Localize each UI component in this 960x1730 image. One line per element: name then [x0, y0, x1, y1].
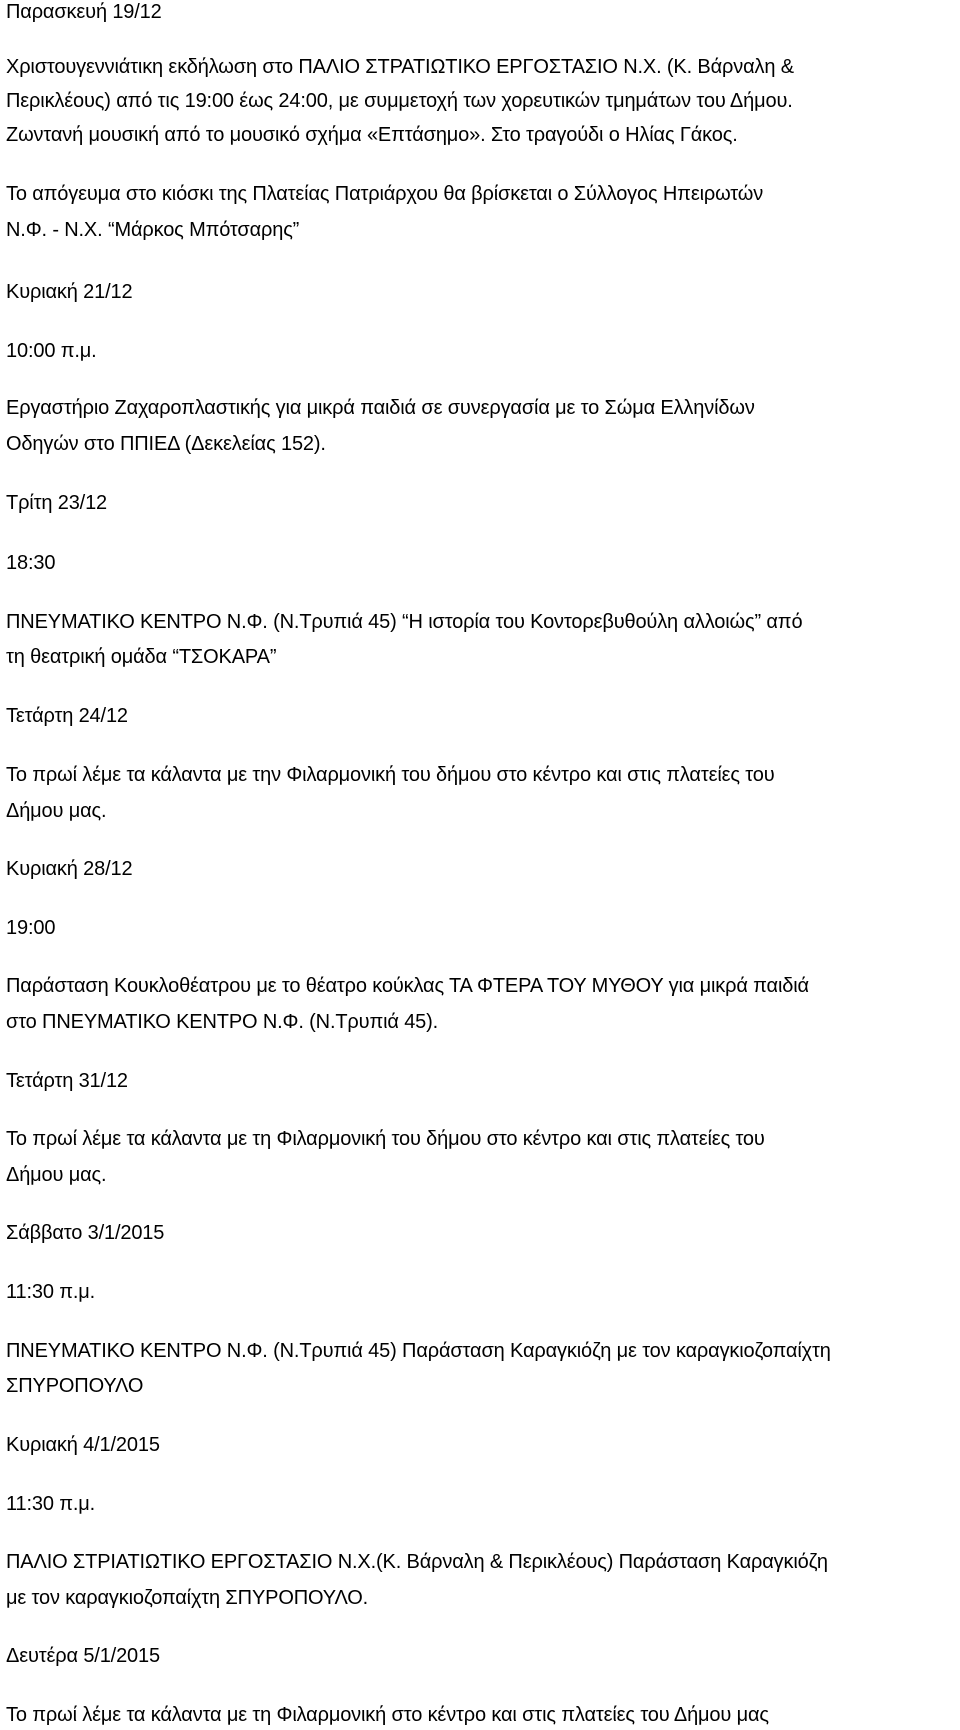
text-line: Εργαστήριο Ζαχαροπλαστικής για μικρά παιδιά σε συνεργασία με το Σώμα Ελληνίδων: [6, 397, 755, 419]
text-line: τη θεατρική ομάδα “ΤΣΟΚΑΡΑ”: [6, 646, 277, 668]
text-line: Το απόγευμα στο κιόσκι της Πλατείας Πατριάρχου θα βρίσκεται ο Σύλλογος Ηπειρωτών: [6, 183, 764, 205]
text-line: Τρίτη 23/12: [6, 492, 108, 514]
text-line: ΠΝΕΥΜΑΤΙΚΟ ΚΕΝΤΡΟ Ν.Φ. (Ν.Τρυπιά 45) Παράσταση Καραγκιόζη με τον καραγκιοζοπαίχτη: [6, 1340, 831, 1362]
text-line: 11:30 π.μ.: [6, 1493, 96, 1515]
text-line: Παράσταση Κουκλοθέατρου με το θέατρο κούκλας ΤΑ ΦΤΕΡΑ ΤΟΥ ΜΥΘΟΥ για μικρά παιδιά: [6, 975, 809, 997]
text-line: με τον καραγκιοζοπαίχτη ΣΠΥΡΟΠΟΥΛΟ.: [6, 1587, 369, 1609]
text-line: Δήμου μας.: [6, 1164, 107, 1186]
text-line: Κυριακή 4/1/2015: [6, 1434, 160, 1456]
text-line: ΠΝΕΥΜΑΤΙΚΟ ΚΕΝΤΡΟ Ν.Φ. (Ν.Τρυπιά 45) “Η ιστορία του Κοντορεβυθούλη αλλοιώς” από: [6, 611, 803, 633]
text-line: Παρασκευή 19/12: [6, 1, 162, 23]
text-line: Ν.Φ. - Ν.Χ. “Μάρκος Μπότσαρης”: [6, 219, 300, 241]
text-line: Το πρωί λέμε τα κάλαντα με τη Φιλαρμονική στο κέντρο και στις πλατείες του Δήμου μας: [6, 1704, 769, 1726]
text-line: 18:30: [6, 552, 56, 574]
text-line: Ζωντανή μουσική από το μουσικό σχήμα «Επτάσημο». Στο τραγούδι ο Ηλίας Γάκος.: [6, 124, 738, 146]
text-line: Τετάρτη 31/12: [6, 1070, 128, 1092]
text-line: Δήμου μας.: [6, 800, 107, 822]
text-line: στο ΠΝΕΥΜΑΤΙΚΟ ΚΕΝΤΡΟ Ν.Φ. (Ν.Τρυπιά 45).: [6, 1011, 439, 1033]
text-line: Περικλέους) από τις 19:00 έως 24:00, με συμμετοχή των χορευτικών τμημάτων του Δήμου.: [6, 90, 793, 112]
text-line: Δευτέρα 5/1/2015: [6, 1645, 160, 1667]
text-line: ΠΑΛΙΟ ΣΤΡΙΑΤΙΩΤΙΚΟ ΕΡΓΟΣΤΑΣΙΟ Ν.Χ.(Κ. Βάρναλη & Περικλέους) Παράσταση Καραγκιόζη: [6, 1551, 828, 1573]
text-line: Τετάρτη 24/12: [6, 705, 128, 727]
text-line: ΣΠΥΡΟΠΟΥΛΟ: [6, 1375, 144, 1397]
text-line: 19:00: [6, 917, 56, 939]
text-line: 11:30 π.μ.: [6, 1281, 96, 1303]
text-line: Κυριακή 21/12: [6, 281, 133, 303]
text-line: Το πρωί λέμε τα κάλαντα με τη Φιλαρμονική του δήμου στο κέντρο και στις πλατείες του: [6, 1128, 765, 1150]
text-line: Οδηγών στο ΠΠΙΕΔ (Δεκελείας 152).: [6, 433, 326, 455]
text-line: 10:00 π.μ.: [6, 340, 97, 362]
text-line: Χριστουγεννιάτικη εκδήλωση στο ΠΑΛΙΟ ΣΤΡΑΤΙΩΤΙΚΟ ΕΡΓΟΣΤΑΣΙΟ Ν.Χ. (Κ. Βάρναλη &: [6, 56, 794, 78]
text-line: Σάββατο 3/1/2015: [6, 1222, 165, 1244]
text-line: Το πρωί λέμε τα κάλαντα με την Φιλαρμονική του δήμου στο κέντρο και στις πλατείες του: [6, 764, 775, 786]
text-line: Κυριακή 28/12: [6, 858, 133, 880]
